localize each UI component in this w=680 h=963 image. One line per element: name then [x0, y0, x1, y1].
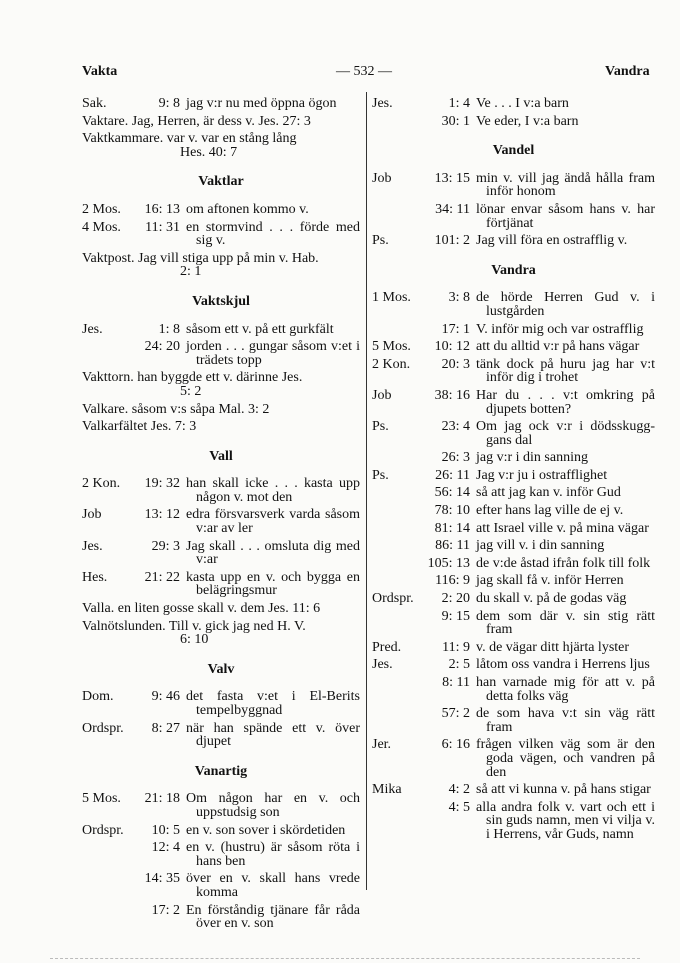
index-entry — [82, 722, 360, 749]
section-title-valv: Valv — [207, 661, 235, 677]
index-entry-text: Valkarfältet Jes. 7: 3 — [82, 419, 197, 435]
verse-reference: 2: 20 — [441, 591, 470, 607]
verse-reference: 29: 3 — [151, 538, 180, 554]
verse-reference: 1: 8 — [158, 321, 180, 337]
verse-excerpt: en v. (hustru) är såsom röta i hans ben — [186, 840, 360, 869]
verse-reference: 10: 12 — [434, 339, 470, 355]
verse-reference: 34: 11 — [435, 201, 470, 217]
index-entry-text: Vaktare. Jag, Herren, är dess v. Jes. 27: 3 — [82, 113, 311, 129]
verse-excerpt: Jag vill föra en ostrafflig v. — [476, 233, 628, 249]
section-vaktskjul — [82, 323, 360, 434]
verse-excerpt: Har du . . . v:t omkring på djupets botten? — [476, 387, 655, 417]
book-name: Jer. — [372, 737, 392, 753]
verse-excerpt: efter hans lag ville de ej v. — [476, 503, 624, 519]
index-entry — [372, 801, 655, 842]
verse-excerpt: om aftonen kommo v. — [186, 201, 309, 217]
verse-reference: 116: 9 — [435, 573, 470, 589]
index-entry-reference: 6: 10 — [180, 632, 209, 648]
verse-excerpt: låtom oss vandra i Herrens ljus — [476, 657, 650, 673]
book-name: Job — [82, 507, 102, 523]
verse-reference: 17: 1 — [441, 321, 470, 337]
verse-excerpt: alla andra folk v. vart och ett i sin guds namn, men vi vilja v. i Herrens, vår Guds, namn — [476, 799, 655, 842]
verse-reference: 20: 3 — [441, 356, 470, 372]
book-name — [82, 872, 128, 899]
verse-reference: 16: 13 — [144, 201, 180, 217]
verse-excerpt: lönar envar såsom hans v. har förtjänat — [476, 201, 655, 231]
verse-reference: 6: 16 — [441, 737, 470, 753]
verse-reference: 86: 11 — [435, 538, 470, 554]
verse-excerpt: han varnade mig för att v. på detta folks väg — [476, 675, 655, 704]
section-title-vandra: Vandra — [491, 262, 536, 278]
index-entry — [372, 557, 655, 571]
verse-excerpt: En förståndig tjänare får råda över en v. son — [186, 902, 360, 932]
index-entry — [372, 539, 655, 553]
book-name — [372, 323, 418, 337]
index-entry — [372, 172, 655, 199]
book-name: Jes. — [372, 657, 393, 673]
index-entry — [82, 792, 360, 819]
verse-excerpt: min v. vill jag ändå hålla fram inför honom — [476, 170, 655, 200]
index-entry — [82, 690, 360, 717]
verse-reference: 14: 35 — [144, 871, 180, 887]
verse-reference: 11: 9 — [442, 639, 470, 655]
book-name: 5 Mos. — [372, 339, 411, 355]
verse-excerpt: du skall v. på de godas väg — [476, 591, 627, 607]
verse-excerpt: såsom ett v. på ett gurkfält — [186, 321, 334, 337]
verse-excerpt: så att vi kunna v. på hans stigar — [476, 782, 651, 798]
book-name: Pred. — [372, 639, 402, 655]
index-entry — [372, 389, 655, 416]
verse-reference: 1: 4 — [448, 96, 470, 111]
verse-reference: 8: 11 — [442, 675, 470, 690]
index-entry — [372, 234, 655, 248]
book-name: 2 Kon. — [372, 356, 411, 372]
index-entry — [82, 340, 360, 367]
index-entry — [372, 522, 655, 536]
index-entry-reference: 5: 2 — [180, 383, 202, 399]
verse-reference: 56: 14 — [434, 485, 470, 501]
index-entry — [82, 221, 360, 248]
book-name: Jes. — [82, 321, 103, 337]
index-entry — [372, 203, 655, 230]
index-entry — [372, 592, 655, 606]
verse-excerpt: en stormvind . . . förde med sig v. — [186, 219, 360, 249]
verse-reference: 21: 22 — [144, 569, 180, 585]
verse-excerpt: jag v:r nu med öppna ögon — [186, 96, 337, 111]
verse-excerpt: de hörde Herren Gud v. i lustgården — [476, 290, 655, 319]
verse-reference: 8: 27 — [151, 720, 180, 736]
index-entry — [82, 371, 360, 398]
book-name: Ordspr. — [82, 720, 124, 736]
verse-reference: 19: 32 — [144, 476, 180, 492]
book-name — [372, 504, 418, 518]
verse-reference: 17: 2 — [151, 902, 180, 918]
verse-reference: 38: 16 — [434, 387, 470, 403]
index-entry-text: Valla. en liten gosse skall v. dem Jes. 11: 6 — [82, 601, 321, 617]
verse-reference: 9: 8 — [158, 96, 180, 111]
book-name: Mika — [372, 782, 402, 798]
index-entry-text: Vakttorn. han byggde ett v. därinne Jes. — [82, 370, 303, 386]
verse-excerpt: Om jag ock v:r i dödsskugg-gans dal — [476, 419, 655, 448]
verse-excerpt: så att jag kan v. inför Gud — [476, 485, 621, 501]
index-entry — [372, 358, 655, 385]
header-right-word: Vandra — [605, 64, 650, 79]
verse-excerpt: kasta upp en v. och bygga en belägringsmur — [186, 569, 360, 599]
verse-reference: 21: 18 — [144, 791, 180, 807]
verse-excerpt: jag v:r i din sanning — [476, 450, 588, 466]
index-entry — [372, 323, 655, 337]
verse-excerpt: tänk dock på huru jag har v:t inför dig i trohet — [476, 356, 655, 386]
verse-reference: 24: 20 — [144, 339, 180, 355]
verse-reference: 13: 12 — [144, 507, 180, 523]
verse-excerpt: de v:de åstad ifrån folk till folk — [476, 555, 651, 571]
book-name: Job — [372, 387, 392, 403]
index-entry — [82, 97, 360, 111]
index-entry — [82, 132, 360, 159]
verse-reference: 4: 5 — [448, 799, 470, 815]
verse-reference: 101: 2 — [434, 233, 470, 249]
book-name: Jes. — [82, 538, 103, 554]
section-vaktlar — [82, 203, 360, 279]
verse-reference: 3: 8 — [448, 290, 470, 306]
verse-excerpt: edra försvarsverk varda såsom v:ar av ler — [186, 507, 360, 537]
verse-excerpt: en v. son sover i skördetiden — [186, 822, 346, 838]
index-entry — [82, 602, 360, 616]
page-bottom-edge — [50, 958, 640, 959]
index-entry — [372, 115, 655, 129]
book-name — [372, 676, 418, 703]
index-entry — [372, 504, 655, 518]
index-entry — [372, 340, 655, 354]
verse-excerpt: Jag v:r ju i ostrafflighet — [476, 467, 608, 483]
index-entry — [82, 571, 360, 598]
verse-excerpt: när han spände ett v. över djupet — [186, 720, 360, 750]
index-entry — [82, 403, 360, 417]
verse-reference: 26: 11 — [435, 467, 470, 483]
book-name — [372, 486, 418, 500]
section-title-vandel: Vandel — [492, 143, 535, 159]
book-name: Ordspr. — [372, 591, 414, 607]
book-name: Sak. — [82, 96, 107, 111]
book-name: Dom. — [82, 689, 114, 705]
verse-reference: 2: 5 — [448, 657, 470, 673]
index-entry-text: Vaktpost. Jag vill stiga upp på min v. Hab. — [82, 250, 319, 266]
book-name: Ps. — [372, 467, 389, 483]
index-entry — [82, 904, 360, 931]
index-entry-text: Valnötslunden. Till v. gick jag ned H. V. — [82, 618, 306, 634]
book-name: 5 Mos. — [82, 791, 121, 807]
section-title-vanartig: Vanartig — [194, 763, 248, 779]
index-entry — [82, 508, 360, 535]
left-intro — [82, 97, 360, 159]
book-name: Jes. — [372, 96, 393, 111]
index-entry-reference: 2: 1 — [180, 264, 202, 280]
book-name — [372, 557, 418, 571]
section-valv — [82, 690, 360, 748]
section-title-vall: Vall — [209, 448, 233, 464]
verse-reference: 13: 15 — [434, 170, 470, 186]
book-name — [372, 707, 418, 734]
book-name — [372, 801, 418, 842]
verse-reference: 4: 2 — [448, 782, 470, 798]
verse-reference: 26: 3 — [441, 450, 470, 466]
book-name: Ps. — [372, 419, 389, 435]
verse-excerpt: det fasta v:et i El-Berits tempelbyggnad — [186, 689, 360, 718]
verse-reference: 23: 4 — [441, 419, 470, 435]
book-name — [372, 539, 418, 553]
index-entry — [372, 291, 655, 318]
index-entry — [82, 420, 360, 434]
verse-reference: 30: 1 — [441, 113, 470, 129]
index-entry — [372, 676, 655, 703]
book-name: Job — [372, 170, 392, 186]
index-entry — [372, 451, 655, 465]
index-entry — [372, 97, 655, 111]
verse-excerpt: jag skall få v. inför Herren — [476, 573, 624, 589]
book-name: 4 Mos. — [82, 219, 121, 235]
section-vandel — [372, 172, 655, 248]
index-entry — [372, 574, 655, 588]
verse-excerpt: dem som där v. sin stig rätt fram — [476, 608, 655, 638]
index-entry — [82, 841, 360, 868]
section-title-vaktlar: Vaktlar — [198, 174, 244, 190]
header-left-word: Vakta — [82, 64, 118, 79]
left-column — [82, 93, 360, 931]
index-entry — [82, 477, 360, 504]
section-vandra — [372, 291, 655, 841]
verse-reference: 81: 14 — [434, 520, 470, 536]
index-entry — [372, 610, 655, 637]
index-entry — [82, 323, 360, 337]
book-name — [372, 451, 418, 465]
column-divider — [366, 92, 367, 890]
book-name: Hes. — [82, 569, 108, 585]
book-name: Ps. — [372, 233, 389, 249]
section-vall — [82, 477, 360, 647]
index-entry — [372, 658, 655, 672]
book-name: Ordspr. — [82, 822, 124, 838]
verse-excerpt: jag vill v. i din sanning — [476, 538, 605, 554]
index-entry — [372, 738, 655, 779]
verse-excerpt: jorden . . . gungar såsom v:et i trädets topp — [186, 339, 360, 368]
verse-excerpt: Ve eder, I v:a barn — [476, 113, 579, 129]
verse-reference: 9: 15 — [441, 608, 470, 624]
book-name — [372, 610, 418, 637]
index-entry — [82, 252, 360, 279]
verse-reference: 12: 4 — [151, 840, 180, 856]
right-intro — [372, 97, 655, 128]
section-title-vaktskjul: Vaktskjul — [192, 293, 250, 309]
book-name: 2 Kon. — [82, 476, 121, 492]
index-entry — [82, 824, 360, 838]
index-entry — [82, 115, 360, 129]
book-name — [82, 841, 128, 868]
verse-excerpt: V. inför mig och var ostrafflig — [476, 321, 644, 337]
book-name — [82, 340, 128, 367]
index-entry — [82, 620, 360, 647]
index-entry — [372, 707, 655, 734]
verse-reference: 11: 31 — [145, 219, 180, 235]
book-name — [372, 115, 418, 129]
index-entry — [82, 203, 360, 217]
book-name — [372, 203, 418, 230]
book-name — [82, 904, 128, 931]
verse-excerpt: v. de vägar ditt hjärta lyster — [476, 639, 630, 655]
verse-excerpt: Jag skall . . . omsluta dig med v:ar — [186, 538, 360, 568]
verse-excerpt: att du alltid v:r på hans vägar — [476, 339, 640, 355]
verse-reference: 10: 5 — [151, 822, 180, 838]
index-entry — [372, 469, 655, 483]
verse-excerpt: Ve . . . I v:a barn — [476, 96, 569, 111]
verse-reference: 78: 10 — [434, 503, 470, 519]
verse-reference: 105: 13 — [427, 555, 470, 571]
book-name — [372, 574, 418, 588]
index-entry — [372, 641, 655, 655]
index-entry — [372, 486, 655, 500]
verse-excerpt: frågen vilken väg som är den goda vägen, och vandren på den — [476, 737, 655, 780]
book-name: 1 Mos. — [372, 290, 411, 306]
verse-reference: 9: 46 — [151, 689, 180, 705]
page-number: — 532 — — [336, 64, 392, 79]
index-entry — [372, 420, 655, 447]
verse-excerpt: Om någon har en v. och uppstudsig son — [186, 791, 360, 820]
verse-excerpt: han skall icke . . . kasta upp någon v. mot den — [186, 476, 360, 505]
verse-excerpt: de som hava v:t sin väg rätt fram — [476, 706, 655, 735]
right-column — [372, 93, 655, 842]
index-entry-text: Vaktkammare. var v. var en stång lång — [82, 131, 297, 147]
book-name — [372, 522, 418, 536]
index-entry — [82, 872, 360, 899]
verse-excerpt: att Israel ville v. på mina vägar — [476, 520, 649, 536]
verse-excerpt: över en v. skall hans vrede komma — [186, 871, 360, 900]
index-entry-reference: Hes. 40: 7 — [180, 144, 238, 160]
index-entry-text: Valkare. såsom v:s såpa Mal. 3: 2 — [82, 401, 270, 417]
verse-reference: 57: 2 — [441, 706, 470, 722]
section-vanartig — [82, 792, 360, 930]
book-name: 2 Mos. — [82, 201, 121, 217]
index-entry — [82, 540, 360, 567]
index-entry — [372, 783, 655, 797]
